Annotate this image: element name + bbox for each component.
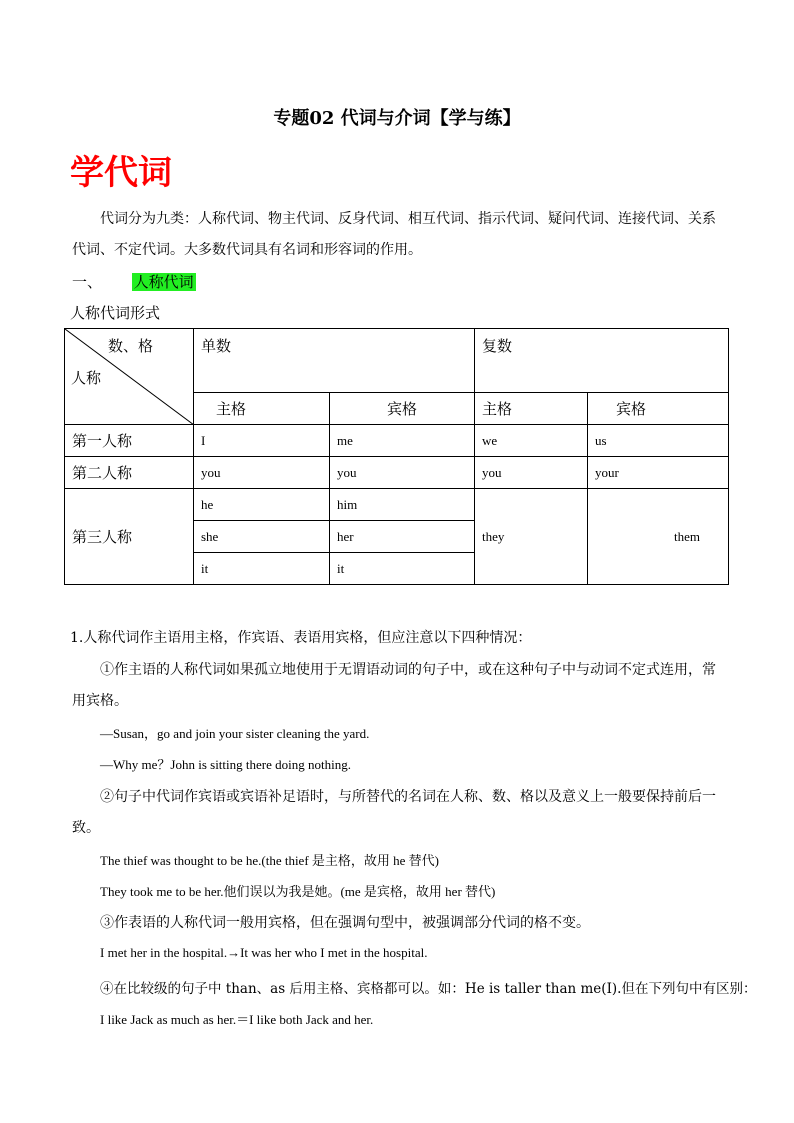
document-title: 专题02 代词与介词【学与练】 [273, 108, 521, 129]
cell-singular-nominative: you [194, 457, 330, 489]
intro-line-2: 代词、不定代词。大多数代词具有名词和形容词的作用。 [72, 242, 422, 258]
cell-singular-objective: you [330, 457, 475, 489]
example-3: The thief was thought to be he.(the thief 是主格，故用 he 替代) [100, 853, 440, 868]
table-row [65, 489, 729, 521]
cell-singular-objective: it [330, 553, 475, 585]
point-4: ④在比较级的句子中 than、as 后用主格、宾格都可以。如：He is taller than me(I).但在下列句中有区别： [100, 981, 757, 997]
table-corner-cell [65, 329, 194, 425]
subsection-heading [72, 271, 196, 292]
cell-plural-objective: your [588, 457, 729, 489]
cell-singular-nominative: she [194, 521, 330, 553]
cell-singular-objective: him [330, 489, 475, 521]
example-6: I like Jack as much as her.＝I like both Jack and her. [100, 1012, 374, 1027]
header-plural-nominative: 主格 [475, 393, 588, 425]
cell-plural-nominative: you [475, 457, 588, 489]
cell-plural-nominative: they [475, 489, 588, 585]
subsection-label: 人称代词 [133, 273, 194, 291]
person-cell: 第二人称 [65, 457, 194, 489]
example-4: They took me to be her.他们误以为我是她。(me 是宾格，故用 her 替代) [100, 884, 496, 899]
cell-plural-nominative: we [475, 425, 588, 457]
person-cell: 第一人称 [65, 425, 194, 457]
corner-label-case: 数、格 [107, 337, 153, 355]
example-2: —Why me？John is sitting there doing nothing. [100, 757, 351, 772]
pronoun-table [64, 328, 729, 585]
person-cell: 第三人称 [65, 489, 194, 585]
example-5: I met her in the hospital.→It was her who I met in the hospital. [100, 945, 428, 960]
table-row [65, 425, 729, 457]
header-plural-objective: 宾格 [588, 393, 729, 425]
point-2-line-2: 致。 [72, 820, 100, 836]
header-plural: 复数 [475, 329, 729, 393]
cell-singular-nominative: I [194, 425, 330, 457]
intro-line-1: 代词分为九类：人称代词、物主代词、反身代词、相互代词、指示代词、疑问代词、连接代词、关系 [100, 211, 716, 227]
example-1: —Susan，go and join your sister cleaning the yard. [100, 726, 370, 741]
cell-singular-nominative: he [194, 489, 330, 521]
section-heading: 学代词 [70, 153, 172, 193]
rule-1: 1.人称代词作主语用主格，作宾语、表语用宾格，但应注意以下四种情况： [70, 630, 532, 646]
header-singular-nominative: 主格 [194, 393, 330, 425]
header-singular: 单数 [194, 329, 475, 393]
point-1-line-2: 用宾格。 [72, 693, 128, 709]
point-1-line-1: ①作主语的人称代词如果孤立地使用于无谓语动词的句子中，或在这种句子中与动词不定式连用，常 [100, 662, 716, 678]
cell-plural-objective: them [588, 489, 729, 585]
point-3: ③作表语的人称代词一般用宾格，但在强调句型中，被强调部分代词的格不变。 [100, 915, 590, 931]
point-2-line-1: ②句子中代词作宾语或宾语补足语时，与所替代的名词在人称、数、格以及意义上一般要保持前后一 [100, 789, 716, 805]
header-singular-objective: 宾格 [330, 393, 475, 425]
cell-singular-nominative: it [194, 553, 330, 585]
table-caption: 人称代词形式 [70, 304, 161, 322]
cell-singular-objective: me [330, 425, 475, 457]
cell-singular-objective: her [330, 521, 475, 553]
cell-plural-objective: us [588, 425, 729, 457]
corner-label-person: 人称 [71, 369, 102, 387]
subsection-number: 一、 [72, 273, 103, 291]
table-row [65, 457, 729, 489]
